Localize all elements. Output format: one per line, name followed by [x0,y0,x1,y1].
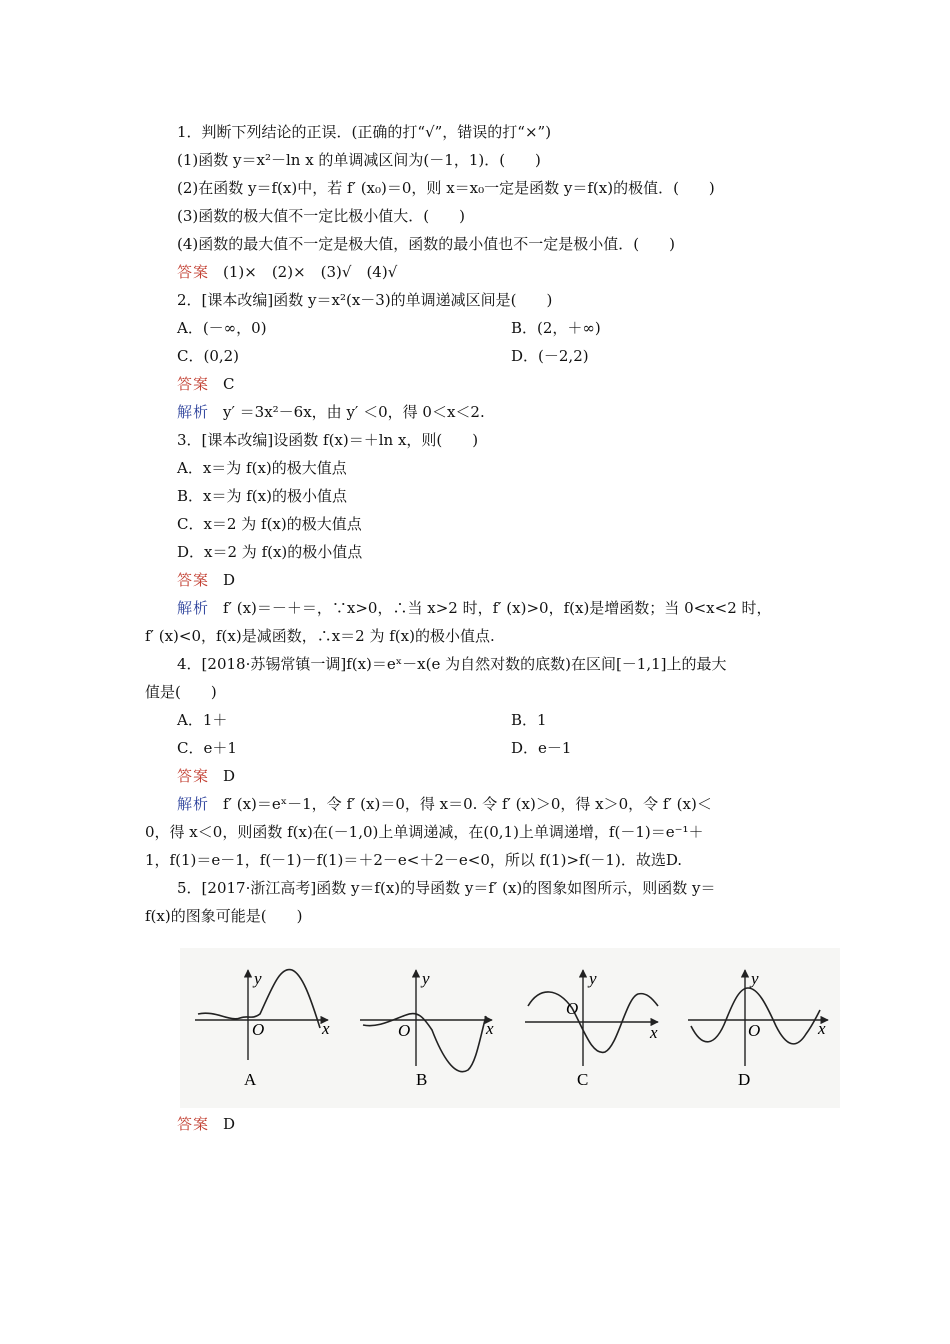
q5-graphs-svg [180,948,840,1108]
q2-stem: 2．[课本改编]函数 y＝x²(x－3)的单调递减区间是( ) [177,291,553,309]
q4-option-c: C．e＋1 [177,739,237,757]
graph-b-y-label: y [422,969,430,988]
analysis-text: y′ ＝3x²－6x，由 y′ ＜0，得 0＜x＜2. [223,403,485,421]
q1-answer [177,262,397,282]
answer-value: (1)× (2)× (3)√ (4)√ [223,263,398,281]
q5-stem-line-2: f(x)的图象可能是( ) [145,907,303,925]
q4-answer [177,766,235,786]
graph-c-origin: O [566,999,579,1018]
q3-stem: 3．[课本改编]设函数 f(x)＝＋ln x，则( ) [177,431,479,449]
answer-value: D [223,767,236,785]
q4-analysis-line-3: 1，f(1)＝e－1，f(－1)－f(1)＝＋2－e<＋2－e<0，所以 f(1)>f(－1)．故选D. [145,851,683,869]
q4-option-b: B．1 [511,711,547,729]
answer-label: 答案 [177,263,210,281]
graph-c-label: C [577,1070,589,1089]
q4-stem-line-1: 4．[2018·苏锡常镇一调]f(x)＝eˣ－x(e 为自然对数的底数)在区间[－1,1]上的最大 [177,655,727,673]
graph-d-origin: O [748,1021,761,1040]
q4-stem-line-2: 值是( ) [145,683,217,701]
answer-label: 答案 [177,571,210,589]
answer-value: C [223,375,235,393]
graph-a-x-label: x [322,1019,330,1038]
graph-c-y-label: y [589,969,597,988]
q1-stem: 1．判断下列结论的正误．(正确的打“√”，错误的打“×”) [177,123,552,141]
q1-statement-4: (4)函数的最大值不一定是极大值，函数的最小值也不一定是极小值．( ) [177,235,675,253]
q4-analysis-line-1 [177,794,712,814]
graph-d-x-label: x [818,1019,826,1038]
answer-label: 答案 [177,1115,210,1133]
answer-value: D [223,571,236,589]
q4-option-a: A．1＋ [177,711,228,729]
q3-analysis-line-1 [177,598,772,618]
q5-stem-line-1: 5．[2017·浙江高考]函数 y＝f(x)的导函数 y＝f′ (x)的图象如图所示，则函数 y＝ [177,879,716,897]
q1-statement-2: (2)在函数 y＝f(x)中，若 f′ (x₀)＝0，则 x＝x₀一定是函数 y＝f(x)的极值．( ) [177,179,715,197]
q2-option-d: D．(－2,2) [511,347,589,365]
analysis-label: 解析 [177,403,210,421]
graph-b-origin: O [398,1021,411,1040]
q3-option-b: B．x＝为 f(x)的极小值点 [177,487,347,505]
graph-c-x-label: x [650,1023,658,1042]
analysis-text: f′ (x)＝－＋＝，∵x>0，∴当 x>2 时，f′ (x)>0，f(x)是增函数；当 0<x<2 时， [223,599,772,617]
q3-option-c: C．x＝2 为 f(x)的极大值点 [177,515,362,533]
q2-option-b: B．(2，＋∞) [511,319,601,337]
q2-option-a: A．(－∞，0) [177,319,267,337]
answer-label: 答案 [177,767,210,785]
answer-label: 答案 [177,375,210,393]
q5-answer [177,1114,235,1134]
q2-option-c: C．(0,2) [177,347,240,365]
graph-a-origin: O [252,1020,265,1039]
analysis-text: f′ (x)＝eˣ－1，令 f′ (x)＝0，得 x＝0. 令 f′ (x)＞0，得 x＞0，令 f′ (x)＜ [223,795,712,813]
q3-answer [177,570,235,590]
graph-d-label: D [738,1070,751,1089]
q1-statement-1: (1)函数 y＝x²－ln x 的单调减区间为(－1，1)．( ) [177,151,541,169]
q3-analysis-line-2: f′ (x)<0，f(x)是减函数，∴x＝2 为 f(x)的极小值点. [145,627,495,645]
answer-value: D [223,1115,236,1133]
q3-option-d: D．x＝2 为 f(x)的极小值点 [177,543,363,561]
q2-analysis [177,402,485,422]
graph-d-y-label: y [751,969,759,988]
q4-analysis-line-2: 0，得 x＜0，则函数 f(x)在(－1,0)上单调递减，在(0,1)上单调递增，f(－1)＝e⁻¹＋ [145,823,704,841]
q3-option-a: A．x＝为 f(x)的极大值点 [177,459,347,477]
graph-b-label: B [416,1070,428,1089]
graph-a-label: A [244,1070,257,1089]
q5-graphs-figure [180,948,840,1108]
q4-option-d: D．e－1 [511,739,572,757]
q2-answer [177,374,235,394]
q1-statement-3: (3)函数的极大值不一定比极小值大．( ) [177,207,465,225]
graph-a-y-label: y [254,969,262,988]
analysis-label: 解析 [177,599,210,617]
analysis-label: 解析 [177,795,210,813]
graph-b-x-label: x [486,1019,494,1038]
